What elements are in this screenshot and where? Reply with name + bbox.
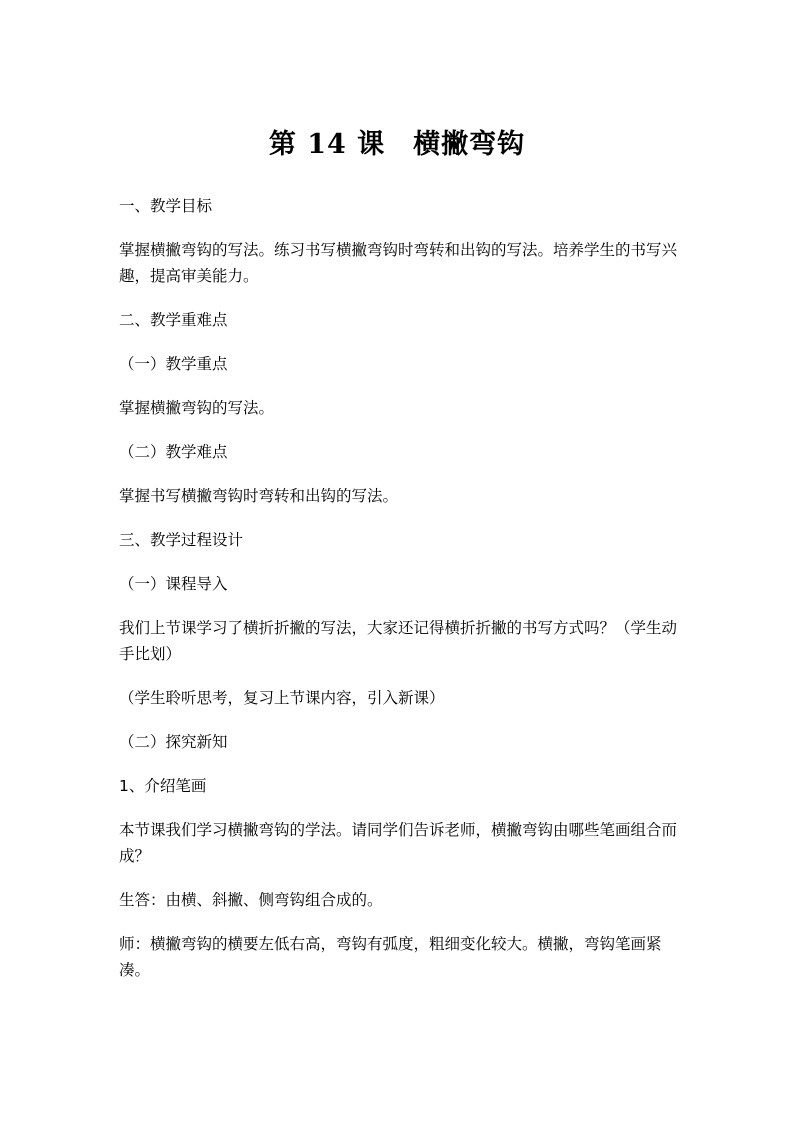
focus-text: 掌握横撇弯钩的写法。: [119, 399, 275, 417]
subheading-introduction: （一）课程导入: [119, 575, 228, 593]
subheading-difficulty: （二）教学难点: [119, 443, 228, 461]
subheading-focus: （一）教学重点: [119, 355, 228, 373]
introduction-text: 我们上节课学习了横折折撇的写法，大家还记得横折折撇的书写方式吗？（学生动手比划）: [119, 619, 678, 663]
difficulty-text: 掌握书写横撇弯钩时弯转和出钩的写法。: [119, 487, 399, 505]
section-heading-process: 三、教学过程设计: [119, 531, 244, 549]
student-answer-text: 生答：由横、斜撇、侧弯钩组合成的。: [119, 891, 383, 909]
introduction-note: （学生聆听思考，复习上节课内容，引入新课）: [119, 689, 445, 707]
lesson-title: 第 14 课 横撇弯钩: [268, 129, 526, 160]
document-body: [119, 193, 677, 1001]
section-heading-objectives: 一、教学目标: [119, 197, 213, 215]
subheading-explore: （二）探究新知: [119, 733, 228, 751]
step-heading-stroke: 1、介绍笔画: [119, 777, 207, 795]
stroke-question-text: 本节课我们学习横撇弯钩的学法。请同学们告诉老师，横撇弯钩由哪些笔画组合而成？: [119, 821, 678, 865]
objectives-text: 掌握横撇弯钩的写法。练习书写横撇弯钩时弯转和出钩的写法。培养学生的书写兴趣，提高审美能力。: [119, 241, 678, 285]
section-heading-key-points: 二、教学重难点: [119, 311, 228, 329]
teacher-explanation-text: 师：横撇弯钩的横要左低右高，弯钩有弧度，粗细变化较大。横撇，弯钩笔画紧凑。: [119, 935, 662, 979]
